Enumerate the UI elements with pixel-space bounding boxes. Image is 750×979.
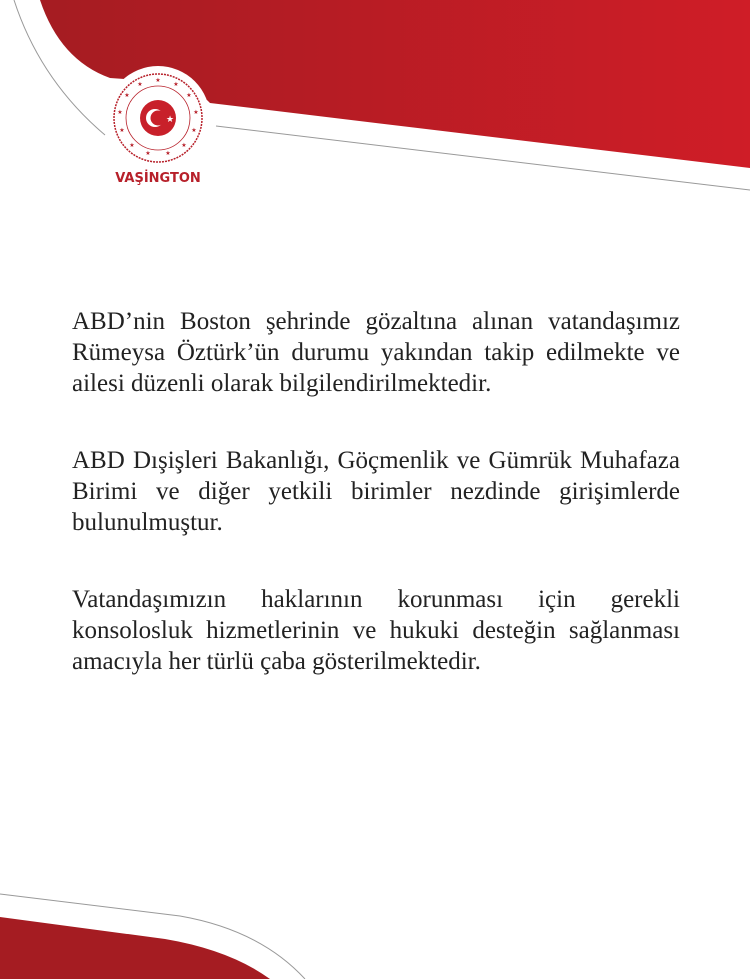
svg-text:★: ★ bbox=[173, 81, 179, 88]
svg-text:★: ★ bbox=[186, 92, 192, 99]
paragraph: ABD’nin Boston şehrinde gözaltına alınan vatandaşımız Rümeysa Öztürk’ün durumu yakından takip edilmekte ve ailesi düzenli olarak bilgilendirilmektedir. bbox=[72, 308, 680, 397]
svg-text:★: ★ bbox=[155, 77, 161, 84]
statement-body bbox=[72, 306, 680, 723]
svg-text:★: ★ bbox=[181, 142, 187, 149]
svg-text:★: ★ bbox=[119, 127, 125, 134]
bottom-red-band bbox=[0, 917, 270, 979]
paragraph: ABD Dışişleri Bakanlığı, Göçmenlik ve Gümrük Muhafaza Birimi ve diğer yetkili birimler nezdinde girişimlerde bulunulmuştur. bbox=[72, 447, 680, 536]
svg-text:★: ★ bbox=[124, 92, 130, 99]
paragraph: Vatandaşımızın haklarının korunması için gerekli konsolosluk hizmetlerinin ve hukuki desteğin sağlanması amacıyla her türlü çaba gösterilmektedir. bbox=[72, 586, 680, 675]
svg-text:★: ★ bbox=[137, 81, 143, 88]
svg-text:★: ★ bbox=[165, 150, 171, 157]
svg-text:★: ★ bbox=[129, 142, 135, 149]
svg-text:★: ★ bbox=[166, 115, 175, 125]
emblem-logo bbox=[106, 66, 210, 170]
svg-text:★: ★ bbox=[117, 109, 123, 116]
embassy-location-label: VAŞİNGTON bbox=[115, 171, 201, 186]
svg-text:★: ★ bbox=[193, 109, 199, 116]
svg-text:★: ★ bbox=[145, 150, 151, 157]
svg-text:★: ★ bbox=[191, 127, 197, 134]
